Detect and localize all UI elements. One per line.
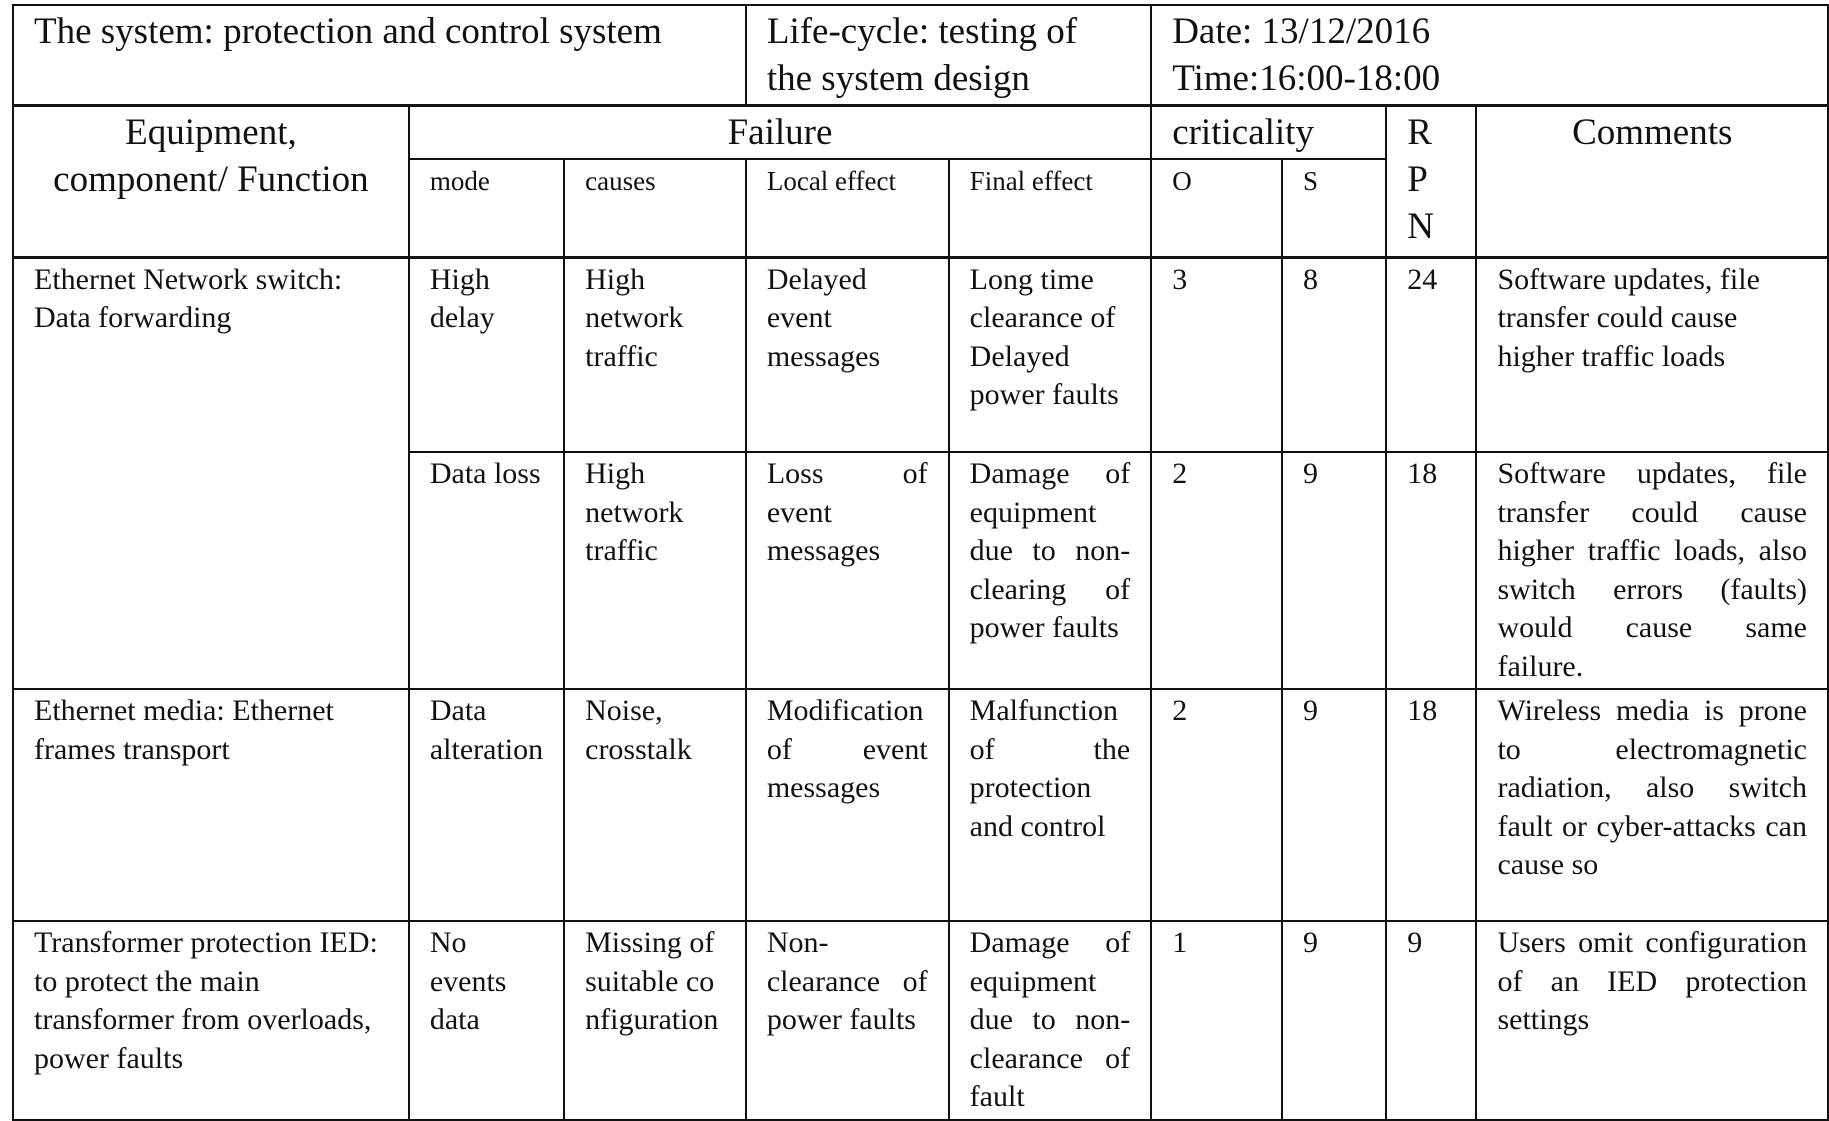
s-cell — [1282, 689, 1386, 921]
equipment-header — [13, 106, 409, 258]
comments-text: Wireless media is prone to electromagnetic radiation, also switch fault or cyber-attacks can cause so — [1497, 694, 1807, 881]
date-text: Date: 13/12/2016 — [1172, 11, 1431, 52]
final-effect-cell — [949, 257, 1152, 452]
comments-cell — [1476, 921, 1828, 1120]
local-effect-cell — [746, 689, 949, 921]
rpn-value: 24 — [1407, 262, 1438, 296]
equipment-text: Transformer protection IED: to protect the main transformer from overloads, power faults — [34, 926, 378, 1075]
mode-header — [409, 159, 564, 257]
causes-text: Noise, crosstalk — [585, 694, 692, 766]
o-cell — [1151, 257, 1282, 452]
local-effect-cell — [746, 452, 949, 689]
criticality-header — [1151, 106, 1386, 160]
causes-cell — [564, 452, 746, 689]
rpn-cell — [1386, 921, 1476, 1120]
local-effect-cell — [746, 257, 949, 452]
o-header-text: O — [1172, 166, 1192, 196]
mode-cell — [409, 452, 564, 689]
comments-cell — [1476, 257, 1828, 452]
s-cell — [1282, 257, 1386, 452]
causes-header-text: causes — [585, 166, 656, 196]
mode-text: Data alteration — [429, 694, 544, 766]
datetime-cell — [1151, 5, 1828, 106]
criticality-header-text: criticality — [1172, 112, 1314, 153]
final-effect-text: Damage of equipment due to non-clearing of power faults — [969, 457, 1131, 644]
s-cell — [1282, 452, 1386, 689]
rpn-value: 18 — [1407, 694, 1438, 727]
rpn-value: 18 — [1407, 457, 1438, 490]
o-header — [1151, 159, 1282, 257]
fmea-table — [12, 4, 1829, 1121]
table-row — [13, 921, 1828, 1120]
column-header-row — [13, 106, 1828, 160]
comments-cell — [1476, 452, 1828, 689]
final-effect-text: Malfunction of the protection and control — [969, 694, 1131, 843]
causes-text: High network traffic — [585, 262, 684, 373]
s-value: 9 — [1303, 457, 1318, 490]
comments-cell — [1476, 689, 1828, 921]
final-effect-header — [949, 159, 1152, 257]
mode-header-text: mode — [429, 166, 490, 196]
o-cell — [1151, 921, 1282, 1120]
mode-cell — [409, 257, 564, 452]
causes-header — [564, 159, 746, 257]
final-effect-cell — [949, 689, 1152, 921]
header-info-row — [13, 5, 1828, 106]
comments-text: Software updates, file transfer could cause higher traffic loads — [1497, 262, 1760, 373]
mode-text: High delay — [429, 262, 495, 334]
causes-text: Missing of suitable configuration — [585, 926, 719, 1036]
local-effect-text: Non-clearance of power faults — [766, 926, 928, 1036]
s-value: 9 — [1303, 926, 1318, 959]
causes-cell — [564, 257, 746, 452]
equipment-cell — [13, 921, 409, 1120]
comments-text: Software updates, file transfer could cause higher traffic loads, also switch errors (faults) would cause same failure. — [1497, 457, 1807, 683]
equipment-cell — [13, 689, 409, 921]
s-value: 8 — [1303, 262, 1318, 296]
equipment-header-text: Equipment, component/ Function — [53, 112, 369, 200]
comments-header-text: Comments — [1572, 112, 1733, 153]
comments-text: Users omit configuration of an IED protection settings — [1497, 926, 1807, 1036]
final-effect-text: Damage of equipment due to non-clearance of fault — [969, 926, 1131, 1113]
table-row — [13, 689, 1828, 921]
comments-header — [1476, 106, 1828, 258]
time-text: Time:16:00-18:00 — [1172, 58, 1441, 99]
local-effect-text: Delayed event messages — [766, 262, 881, 373]
rpn-cell — [1386, 452, 1476, 689]
o-value: 1 — [1172, 926, 1188, 959]
mode-cell — [409, 689, 564, 921]
rpn-cell — [1386, 257, 1476, 452]
final-effect-header-text: Final effect — [969, 166, 1093, 196]
causes-cell — [564, 921, 746, 1120]
s-value: 9 — [1303, 694, 1318, 727]
local-effect-header-text: Local effect — [766, 166, 897, 196]
equipment-cell — [13, 257, 409, 689]
table-row — [13, 257, 1828, 452]
final-effect-cell — [949, 921, 1152, 1120]
s-header-text: S — [1303, 166, 1319, 196]
rpn-cell — [1386, 689, 1476, 921]
system-cell — [13, 5, 746, 106]
lifecycle-text: Life-cycle: testing of the system design — [766, 11, 1078, 99]
local-effect-header — [746, 159, 949, 257]
failure-header-text: Failure — [727, 112, 833, 153]
o-value: 2 — [1172, 694, 1188, 727]
mode-cell — [409, 921, 564, 1120]
rpn-header — [1386, 106, 1476, 258]
final-effect-text: Long time clearance of Delayed power faults — [969, 262, 1119, 411]
causes-text: High network traffic — [585, 457, 684, 567]
causes-cell — [564, 689, 746, 921]
local-effect-text: Loss of event messages — [766, 457, 928, 567]
failure-header — [409, 106, 1151, 160]
local-effect-cell — [746, 921, 949, 1120]
rpn-value: 9 — [1407, 926, 1423, 959]
final-effect-cell — [949, 452, 1152, 689]
equipment-text: Ethernet media: Ethernet frames transport — [34, 694, 334, 766]
mode-text: No events data — [429, 926, 507, 1036]
o-cell — [1151, 689, 1282, 921]
lifecycle-cell — [746, 5, 1151, 106]
rpn-header-text: R P N — [1407, 112, 1434, 247]
s-cell — [1282, 921, 1386, 1120]
o-cell — [1151, 452, 1282, 689]
equipment-text: Ethernet Network switch: Data forwarding — [34, 262, 343, 334]
s-header — [1282, 159, 1386, 257]
system-text: The system: protection and control system — [34, 11, 662, 52]
local-effect-text: Modification of event messages — [766, 694, 928, 804]
o-value: 3 — [1172, 262, 1188, 296]
mode-text: Data loss — [429, 457, 541, 490]
o-value: 2 — [1172, 457, 1188, 490]
